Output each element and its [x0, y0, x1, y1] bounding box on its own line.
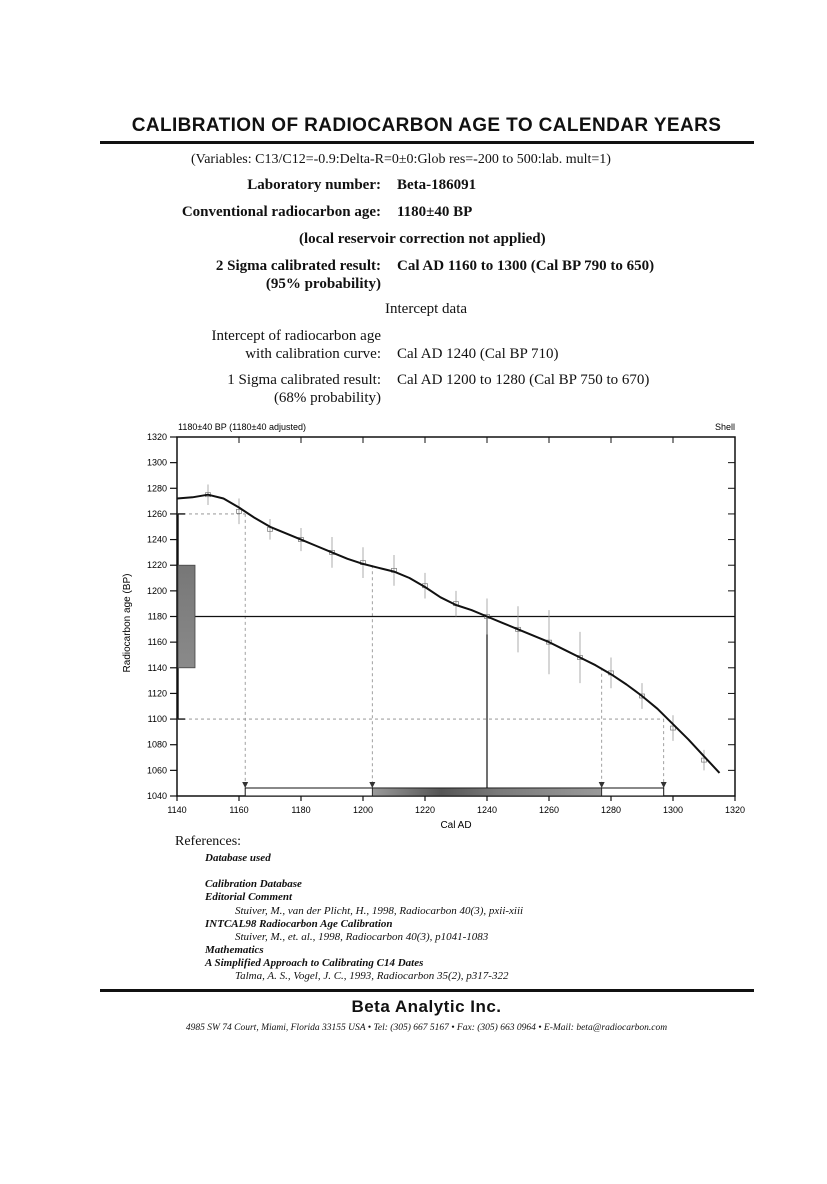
- references-heading: References:: [175, 834, 242, 849]
- y-tick-label: 1240: [146, 534, 167, 545]
- sigma2-value: Cal AD 1160 to 1300 (Cal BP 790 to 650): [397, 258, 655, 274]
- ref-mathematics: Mathematics: [205, 944, 264, 956]
- chart-title: 1180±40 BP (1180±40 adjusted): [178, 422, 306, 432]
- intercept-value: Cal AD 1240 (Cal BP 710): [397, 346, 559, 362]
- lab-number-label: Laboratory number:: [247, 177, 381, 193]
- y-tick-label: 1220: [146, 560, 167, 571]
- sigma2-label: 2 Sigma calibrated result:: [215, 258, 381, 274]
- calibration-chart: [0, 415, 827, 835]
- x-axis-label: Cal AD: [440, 820, 472, 831]
- chart-corner-label: Shell: [714, 422, 735, 432]
- page-title: CALIBRATION OF RADIOCARBON AGE TO CALENDAR YEARS: [131, 115, 722, 136]
- company-address: 4985 SW 74 Court, Miami, Florida 33155 USA • Tel: (305) 667 5167 • Fax: (305) 663 0964 • E-Mail: beta@radiocarbon.com: [185, 1023, 668, 1033]
- x-tick-label: 1220: [414, 805, 436, 815]
- y-tick-label: 1060: [146, 765, 167, 776]
- x-tick-label: 1200: [352, 805, 374, 815]
- y-tick-label: 1300: [146, 457, 167, 468]
- sigma1-probability: (68% probability): [273, 390, 381, 406]
- sigma1-value: Cal AD 1200 to 1280 (Cal BP 750 to 670): [397, 372, 650, 388]
- x-tick-label: 1280: [600, 805, 622, 815]
- footer-rule: [100, 989, 754, 992]
- y-tick-label: 1140: [147, 662, 167, 673]
- range-boundary-arrow: [599, 782, 605, 788]
- ref-calibration-database: Calibration Database: [205, 878, 302, 890]
- conventional-age-value: 1180±40 BP: [397, 204, 473, 220]
- y-tick-label: 1040: [146, 791, 167, 801]
- ref-intcal98: INTCAL98 Radiocarbon Age Calibration: [205, 918, 393, 930]
- x-tick-label: 1140: [167, 805, 187, 815]
- lab-number-value: Beta-186091: [397, 177, 477, 193]
- y-tick-label: 1180: [147, 611, 167, 622]
- range-boundary-arrow: [369, 782, 375, 788]
- intercept-heading: Intercept data: [385, 301, 468, 317]
- y-axis-label: Radiocarbon age (BP): [122, 573, 133, 673]
- y-tick-label: 1200: [146, 585, 167, 596]
- ref-talma: Talma, A. S., Vogel, J. C., 1993, Radiocarbon 35(2), p317-322: [235, 970, 509, 982]
- calibration-curve: [177, 495, 720, 773]
- y-tick-label: 1100: [147, 714, 167, 725]
- x-tick-label: 1320: [724, 805, 746, 815]
- intercept-label-2: with calibration curve:: [245, 346, 381, 362]
- sigma1-label: 1 Sigma calibrated result:: [227, 372, 381, 388]
- x-tick-label: 1300: [662, 805, 684, 815]
- variables-line: (Variables: C13/C12=-0.9:Delta-R=0±0:Glob res=-200 to 500:lab. mult=1): [191, 152, 611, 167]
- range-boundary-arrow: [242, 782, 248, 788]
- company-name: Beta Analytic Inc.: [351, 997, 502, 1016]
- x-tick-label: 1160: [229, 805, 249, 815]
- sigma2-probability: (95% probability): [265, 276, 381, 292]
- y-tick-label: 1080: [146, 739, 167, 750]
- conventional-age-label: Conventional radiocarbon age:: [181, 204, 381, 220]
- intercept-label-1: Intercept of radiocarbon age: [211, 328, 381, 344]
- y-tick-label: 1120: [147, 688, 167, 699]
- x-tick-label: 1240: [476, 805, 498, 815]
- y-tick-label: 1160: [147, 637, 167, 648]
- y-tick-label: 1260: [146, 508, 167, 519]
- y-tick-label: 1280: [146, 483, 167, 494]
- ref-editorial-comment: Editorial Comment: [205, 891, 293, 903]
- title-rule: [100, 141, 754, 144]
- sigma1-age-bar: [178, 565, 195, 668]
- x-tick-label: 1260: [538, 805, 560, 815]
- ref-database-used: Database used: [205, 852, 271, 864]
- sigma1-range-bar: [372, 788, 601, 796]
- ref-stuiver-1: Stuiver, M., van der Plicht, H., 1998, Radiocarbon 40(3), pxii-xiii: [235, 905, 524, 917]
- ref-simplified-approach: A Simplified Approach to Calibrating C14 Dates: [205, 957, 424, 969]
- range-boundary-arrow: [661, 782, 667, 788]
- y-tick-label: 1320: [146, 432, 167, 442]
- reservoir-note: (local reservoir correction not applied): [299, 231, 546, 247]
- x-tick-label: 1180: [291, 805, 311, 815]
- ref-stuiver-2: Stuiver, M., et. al., 1998, Radiocarbon 40(3), p1041-1083: [235, 931, 489, 943]
